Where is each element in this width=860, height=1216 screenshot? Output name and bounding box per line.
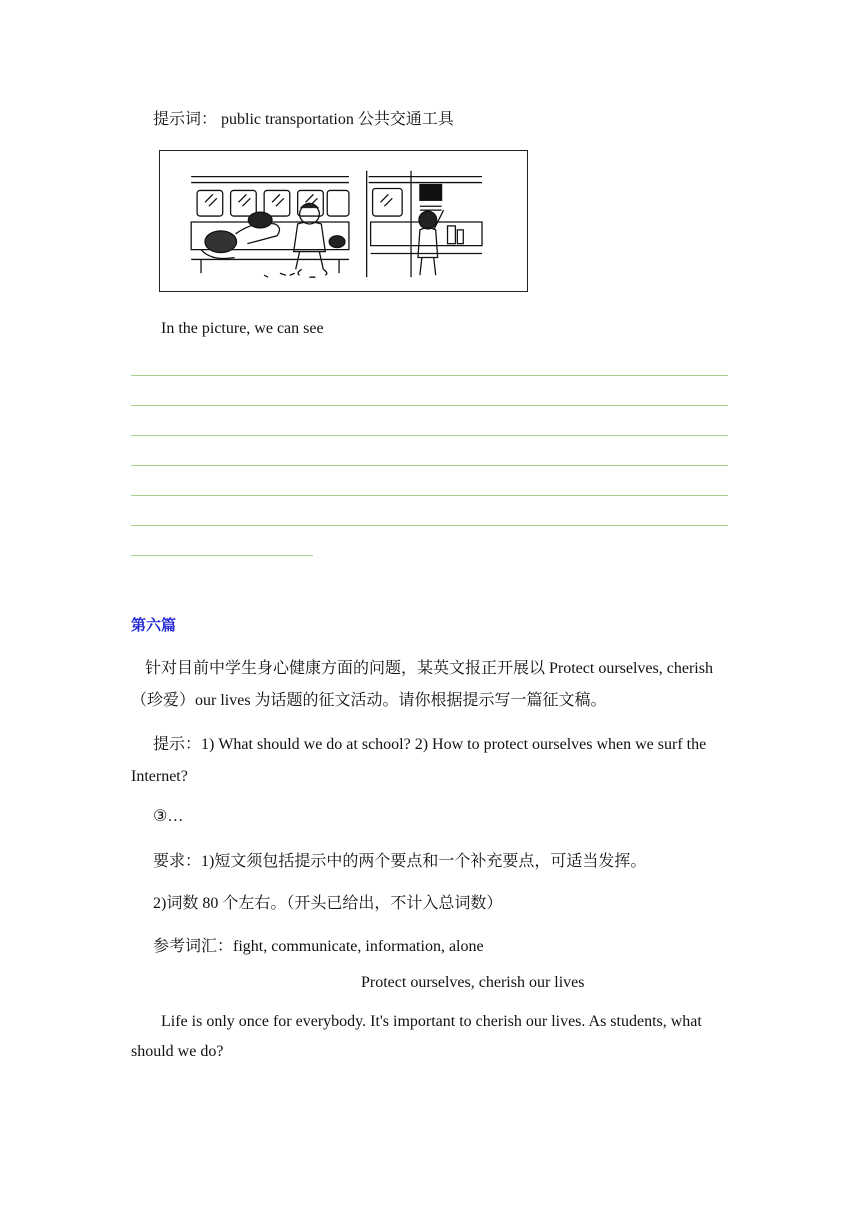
section-title: 第六篇 <box>131 616 177 634</box>
intro-sentence: In the picture, we can see <box>161 320 324 337</box>
writing-line <box>131 375 728 376</box>
writing-line <box>131 405 728 406</box>
essay-opening: Life is only once for everybody. It's important to cherish our lives. As students, what should we do? <box>131 1013 702 1060</box>
hint-words: 提示词： public transportation 公共交通工具 <box>153 111 454 128</box>
prompt-points: 提示：1) What should we do at school? 2) How to protect ourselves when we surf the Internet? <box>131 736 707 785</box>
essay-title: Protect ourselves, cherish our lives <box>361 974 585 991</box>
cartoon-illustration-subway <box>159 150 528 292</box>
writing-line <box>131 465 728 466</box>
requirement-1: 要求：1)短文须包括提示中的两个要点和一个补充要点，可适当发挥。 <box>153 853 647 870</box>
writing-line <box>131 495 728 496</box>
writing-line <box>131 435 728 436</box>
reference-vocabulary: 参考词汇：fight, communicate, information, alone <box>153 938 484 955</box>
prompt-extra: ③… <box>153 808 184 825</box>
writing-line <box>131 525 728 526</box>
requirement-2: 2)词数 80 个左右。（开头已给出，不计入总词数） <box>153 895 503 912</box>
task-description: 针对目前中学生身心健康方面的问题，某英文报正开展以 Protect ourselves, cherish（珍爱）our lives 为话题的征文活动。请你根据提示写一篇征文稿。 <box>131 660 713 709</box>
writing-line <box>131 555 313 556</box>
